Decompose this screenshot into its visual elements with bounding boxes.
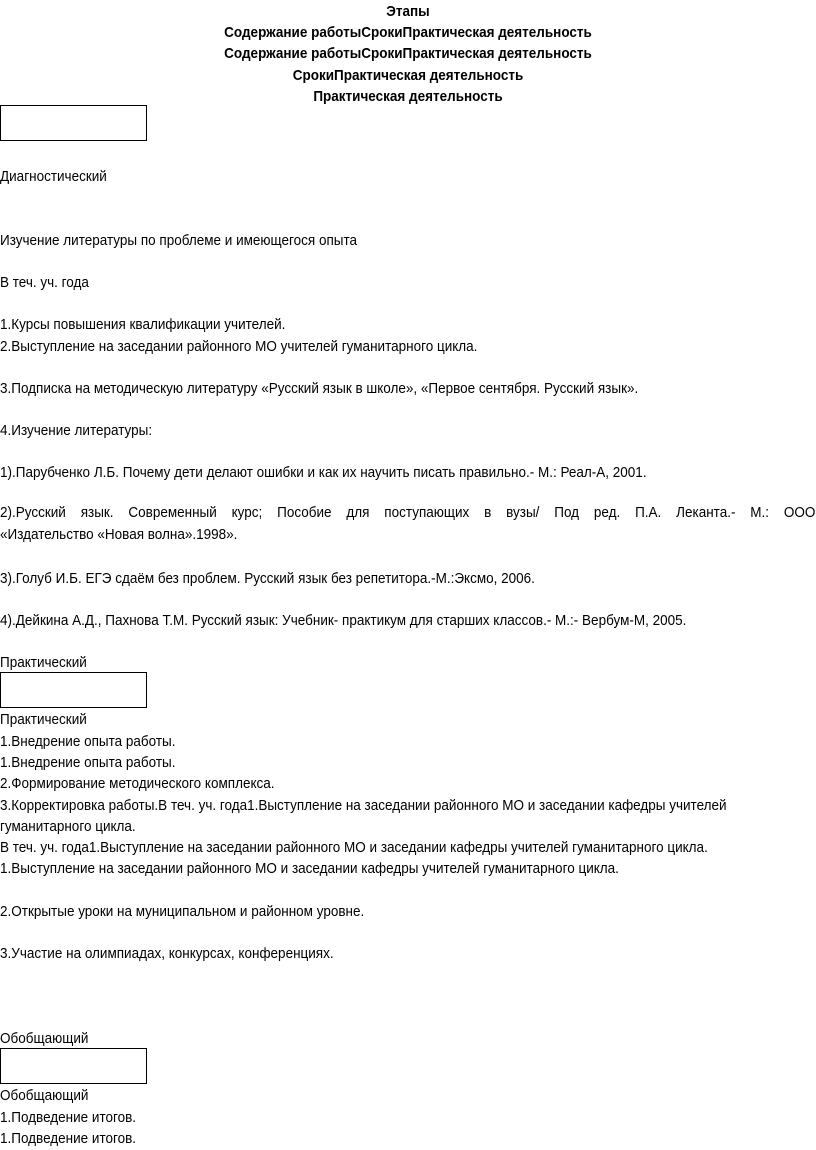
header-line-4: СрокиПрактическая деятельность bbox=[292, 67, 524, 84]
empty-box-summary bbox=[0, 1048, 147, 1084]
practical-line: 1.Выступление на заседании районного МО и заседании кафедры учителей гуманитарного цикла. bbox=[0, 860, 619, 877]
diagnostic-term: В теч. уч. года bbox=[0, 274, 89, 291]
header-line-2: Содержание работыСрокиПрактическая деятельность bbox=[224, 24, 592, 41]
stage-title-summary: Обобщающий bbox=[0, 1087, 89, 1104]
stage-title-practical-marked: Практический bbox=[0, 654, 87, 671]
practical-line: 2.Формирование методического комплекса. bbox=[0, 775, 275, 792]
literature-item: 2).Русский язык. Современный курс; Пособие для поступающих в вузы/ Под ред. П.А. Леканта.- М.: ООО bbox=[0, 504, 816, 521]
diagnostic-item: 3.Подписка на методическую литературу «Русский язык в школе», «Первое сентября. Русский язык». bbox=[0, 380, 639, 397]
practical-line: 1.Внедрение опыта работы. bbox=[0, 754, 176, 771]
practical-line: В теч. уч. года1.Выступление на заседании районного МО и заседании кафедры учителей гуманитарного цикла. bbox=[0, 839, 708, 856]
practical-line: гуманитарного цикла. bbox=[0, 818, 136, 835]
summary-line: 1.Подведение итогов. bbox=[0, 1130, 137, 1147]
literature-item-justified bbox=[0, 502, 815, 546]
stage-title-practical: Практический bbox=[0, 711, 87, 728]
practical-line: 1.Внедрение опыта работы. bbox=[0, 733, 176, 750]
practical-line: 3.Корректировка работы.В теч. уч. года1.Выступление на заседании районного МО и заседании кафедры учителей bbox=[0, 797, 727, 814]
practical-line: 2.Открытые уроки на муниципальном и районном уровне. bbox=[0, 903, 365, 920]
summary-line: 1.Подведение итогов. bbox=[0, 1109, 137, 1126]
literature-item: 4).Дейкина А.Д., Пахнова Т.М. Русский язык: Учебник- практикум для старших классов.- М.:- Вербум-М, 2005. bbox=[0, 612, 687, 629]
empty-box-diagnostic bbox=[0, 105, 147, 141]
stage-title-diagnostic: Диагностический bbox=[0, 168, 107, 185]
empty-box-practical bbox=[0, 672, 147, 708]
practical-line: 3.Участие на олимпиадах, конкурсах, конференциях. bbox=[0, 945, 334, 962]
diagnostic-content: Изучение литературы по проблеме и имеющегося опыта bbox=[0, 232, 358, 249]
header-line-3: Содержание работыСрокиПрактическая деятельность bbox=[224, 45, 592, 62]
diagnostic-item: 4.Изучение литературы: bbox=[0, 422, 153, 439]
header-line-5: Практическая деятельность bbox=[313, 88, 503, 105]
literature-item: 1).Парубченко Л.Б. Почему дети делают ошибки и как их научить писать правильно.- М.: Реал-А, 2001. bbox=[0, 464, 647, 481]
header-line-1: Этапы bbox=[386, 3, 430, 20]
diagnostic-item: 2.Выступление на заседании районного МО учителей гуманитарного цикла. bbox=[0, 338, 478, 355]
stage-title-summary-marked: Обобщающий bbox=[0, 1030, 89, 1047]
literature-item: «Издательство «Новая волна».1998». bbox=[0, 526, 238, 543]
diagnostic-item: 1.Курсы повышения квалификации учителей. bbox=[0, 316, 286, 333]
literature-item: 3).Голуб И.Б. ЕГЭ сдаём без проблем. Русский язык без репетитора.-М.:Эксмо, 2006. bbox=[0, 570, 535, 587]
